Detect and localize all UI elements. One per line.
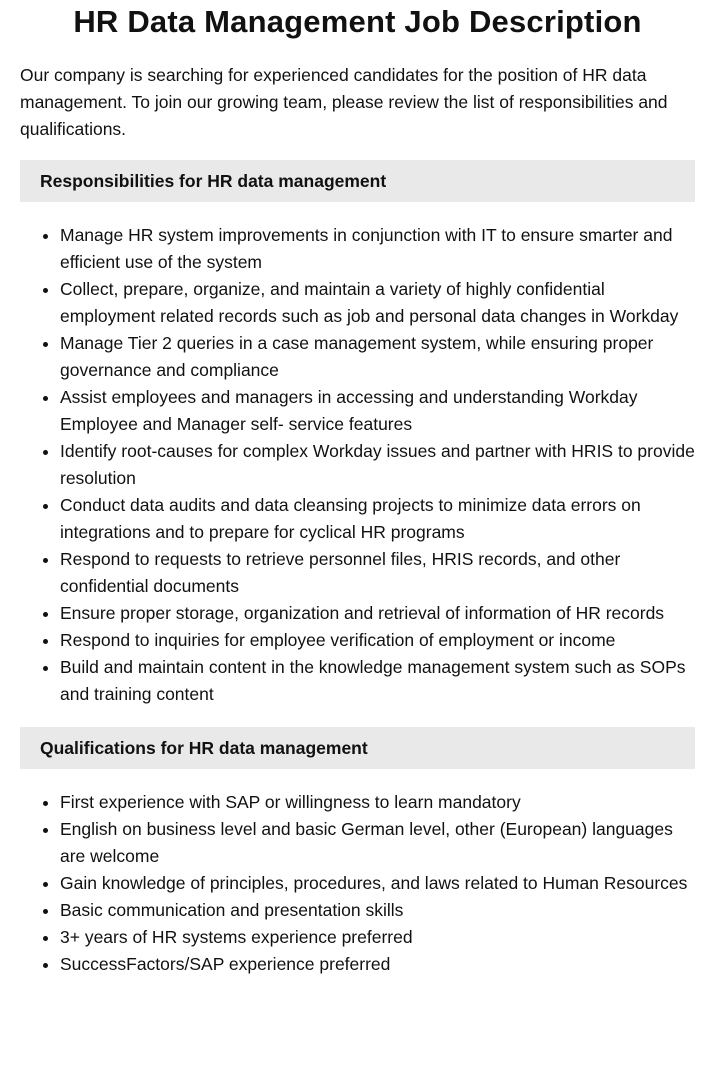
list-item: • Manage HR system improvements in conjunction with IT to ensure smarter and efficient use of the system — [60, 222, 695, 276]
page-title: HR Data Management Job Description — [73, 4, 642, 39]
list-item: • Conduct data audits and data cleansing projects to minimize data errors on integrations and to prepare for cyclical HR programs — [60, 492, 695, 546]
list-item: • Collect, prepare, organize, and maintain a variety of highly confidential employment related records such as job and personal data changes in Workday — [60, 276, 695, 330]
intro-paragraph: Our company is searching for experienced candidates for the position of HR data management. To join our growing team, please review the list of responsibilities and qualifications. — [20, 65, 668, 139]
responsibilities-list — [20, 222, 695, 708]
qualifications-list — [20, 789, 695, 978]
list-item: • Assist employees and managers in accessing and understanding Workday Employee and Manager self- service features — [60, 384, 695, 438]
list-item: • Identify root-causes for complex Workday issues and partner with HRIS to provide resolution — [60, 438, 695, 492]
list-item: • 3+ years of HR systems experience preferred — [60, 924, 695, 951]
list-item: • First experience with SAP or willingness to learn mandatory — [60, 789, 695, 816]
list-item: • Respond to inquiries for employee verification of employment or income — [60, 627, 695, 654]
list-item: • Ensure proper storage, organization and retrieval of information of HR records — [60, 600, 695, 627]
list-item: • Basic communication and presentation skills — [60, 897, 695, 924]
list-item: • English on business level and basic German level, other (European) languages are welcome — [60, 816, 695, 870]
list-item: • Respond to requests to retrieve personnel files, HRIS records, and other confidential documents — [60, 546, 695, 600]
list-item: • Manage Tier 2 queries in a case management system, while ensuring proper governance and compliance — [60, 330, 695, 384]
list-item: • Build and maintain content in the knowledge management system such as SOPs and training content — [60, 654, 695, 708]
responsibilities-heading: Responsibilities for HR data management — [20, 160, 695, 202]
list-item: • SuccessFactors/SAP experience preferred — [60, 951, 695, 978]
list-item: • Gain knowledge of principles, procedures, and laws related to Human Resources — [60, 870, 695, 897]
qualifications-heading: Qualifications for HR data management — [20, 727, 695, 769]
